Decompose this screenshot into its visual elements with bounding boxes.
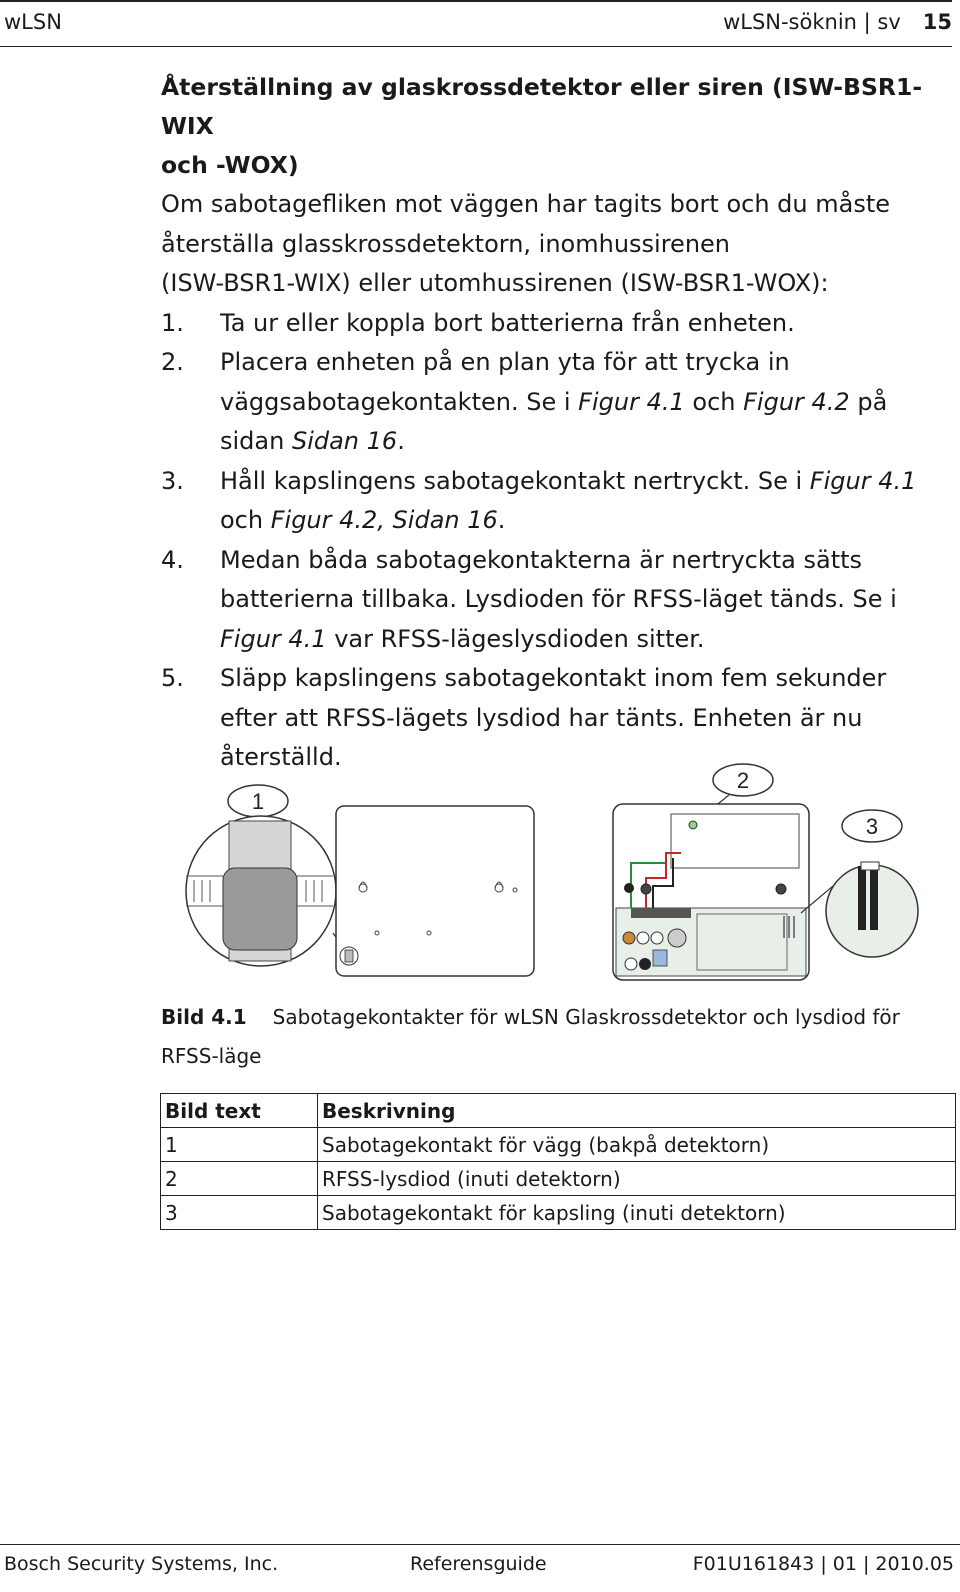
- step-text: .: [397, 427, 405, 455]
- step-text: batterierna tillbaka. Lysdioden för RFSS-läget tänds. Se i: [220, 585, 897, 613]
- footer-document-type: Referensguide: [410, 1553, 547, 1575]
- callout-3-label: 3: [865, 814, 879, 839]
- caption-text: Sabotagekontakter för wLSN Glaskrossdetektor och lysdiod för: [272, 1005, 900, 1029]
- step-text: och: [220, 506, 271, 534]
- page-reference[interactable]: Sidan 16: [291, 427, 398, 455]
- footer-document-id: F01U161843 | 01 | 2010.05: [692, 1553, 954, 1575]
- table-row: [161, 1162, 956, 1196]
- step-3: [161, 462, 951, 541]
- intro-line-2: återställa glasskrossdetektorn, inomhussirenen: [161, 229, 731, 258]
- table-cell: RFSS-lysdiod (inuti detektorn): [318, 1162, 956, 1196]
- figure-caption: [161, 998, 951, 1076]
- wall-tamper-plunger: [223, 868, 297, 950]
- legend-table: [160, 1093, 956, 1230]
- table-cell: 2: [161, 1162, 318, 1196]
- step-1: [161, 304, 951, 344]
- footer-company: Bosch Security Systems, Inc.: [4, 1553, 279, 1575]
- column-header-bild-text: Bild text: [161, 1094, 318, 1128]
- section-title-line-1: Återställning av glaskrossdetektor eller siren (ISW-BSR1-WIX: [161, 73, 923, 140]
- step-text: på: [849, 387, 888, 416]
- table-cell: 3: [161, 1196, 318, 1230]
- section-title: [161, 68, 951, 185]
- main-content: [161, 68, 951, 778]
- step-text: .: [497, 506, 506, 534]
- figure-reference[interactable]: Figur 4.1: [809, 466, 917, 495]
- figure-reference[interactable]: Figur 4.2, Sidan 16: [270, 506, 498, 534]
- header-section: [723, 10, 952, 34]
- step-2: [161, 343, 951, 462]
- page-footer: [0, 1544, 960, 1592]
- step-4: [161, 541, 951, 660]
- step-text: Håll kapslingens sabotagekontakt nertryckt. Se i: [220, 466, 810, 495]
- step-text: sidan: [220, 427, 292, 455]
- step-text: efter att RFSS-lägets lysdiod har tänts. Enheten är nu: [220, 703, 863, 732]
- step-text: Placera enheten på en plan yta för att trycka in: [220, 348, 790, 376]
- table-cell: Sabotagekontakt för kapsling (inuti detektorn): [318, 1196, 956, 1230]
- intro-line-1: Om sabotagefliken mot väggen har tagits bort och du måste: [161, 190, 891, 218]
- step-text: och: [684, 387, 744, 416]
- rfss-led: [689, 821, 697, 829]
- table-cell: 1: [161, 1128, 318, 1162]
- section-title-line-2: och -WOX): [161, 151, 299, 179]
- figure-label: Bild 4.1: [161, 1005, 247, 1029]
- steps-list: [161, 304, 951, 778]
- figure-reference[interactable]: Figur 4.1: [220, 624, 327, 653]
- table-header-row: [161, 1094, 956, 1128]
- page-number: 15: [922, 10, 952, 34]
- step-text: väggsabotagekontakten. Se i: [220, 387, 579, 416]
- intro-paragraph: [161, 185, 951, 304]
- step-number: 3.: [161, 466, 184, 495]
- step-number: 1.: [161, 308, 184, 337]
- step-text: Släpp kapslingens sabotagekontakt inom fem sekunder: [220, 664, 887, 692]
- table-row: [161, 1196, 956, 1230]
- callout-1-label: 1: [251, 789, 265, 814]
- figure-reference[interactable]: Figur 4.1: [578, 387, 685, 416]
- step-text: var RFSS-lägeslysdioden sitter.: [326, 624, 705, 653]
- callout-2-label: 2: [736, 768, 750, 793]
- page-header: [0, 0, 952, 47]
- figure-4-1: [161, 758, 951, 1003]
- table-row: [161, 1128, 956, 1162]
- figure-illustration: [161, 758, 951, 1003]
- step-text: Medan båda sabotagekontakterna är nertryckta sätts: [220, 545, 863, 574]
- figure-reference[interactable]: Figur 4.2: [743, 387, 850, 416]
- step-number: 2.: [161, 348, 184, 376]
- table-cell: Sabotagekontakt för vägg (bakpå detektorn): [318, 1128, 956, 1162]
- step-text: återställd.: [220, 743, 342, 771]
- header-product: wLSN: [4, 10, 62, 34]
- step-number: 5.: [161, 664, 184, 692]
- header-section-title: wLSN-söknin | sv: [723, 10, 901, 34]
- step-number: 4.: [161, 545, 184, 574]
- caption-text-2: RFSS-läge: [161, 1044, 262, 1068]
- step-text: Ta ur eller koppla bort batterierna från enheten.: [220, 308, 795, 337]
- column-header-beskrivning: Beskrivning: [318, 1094, 956, 1128]
- intro-line-3: (ISW-BSR1-WIX) eller utomhussirenen (ISW-BSR1-WOX):: [161, 269, 829, 297]
